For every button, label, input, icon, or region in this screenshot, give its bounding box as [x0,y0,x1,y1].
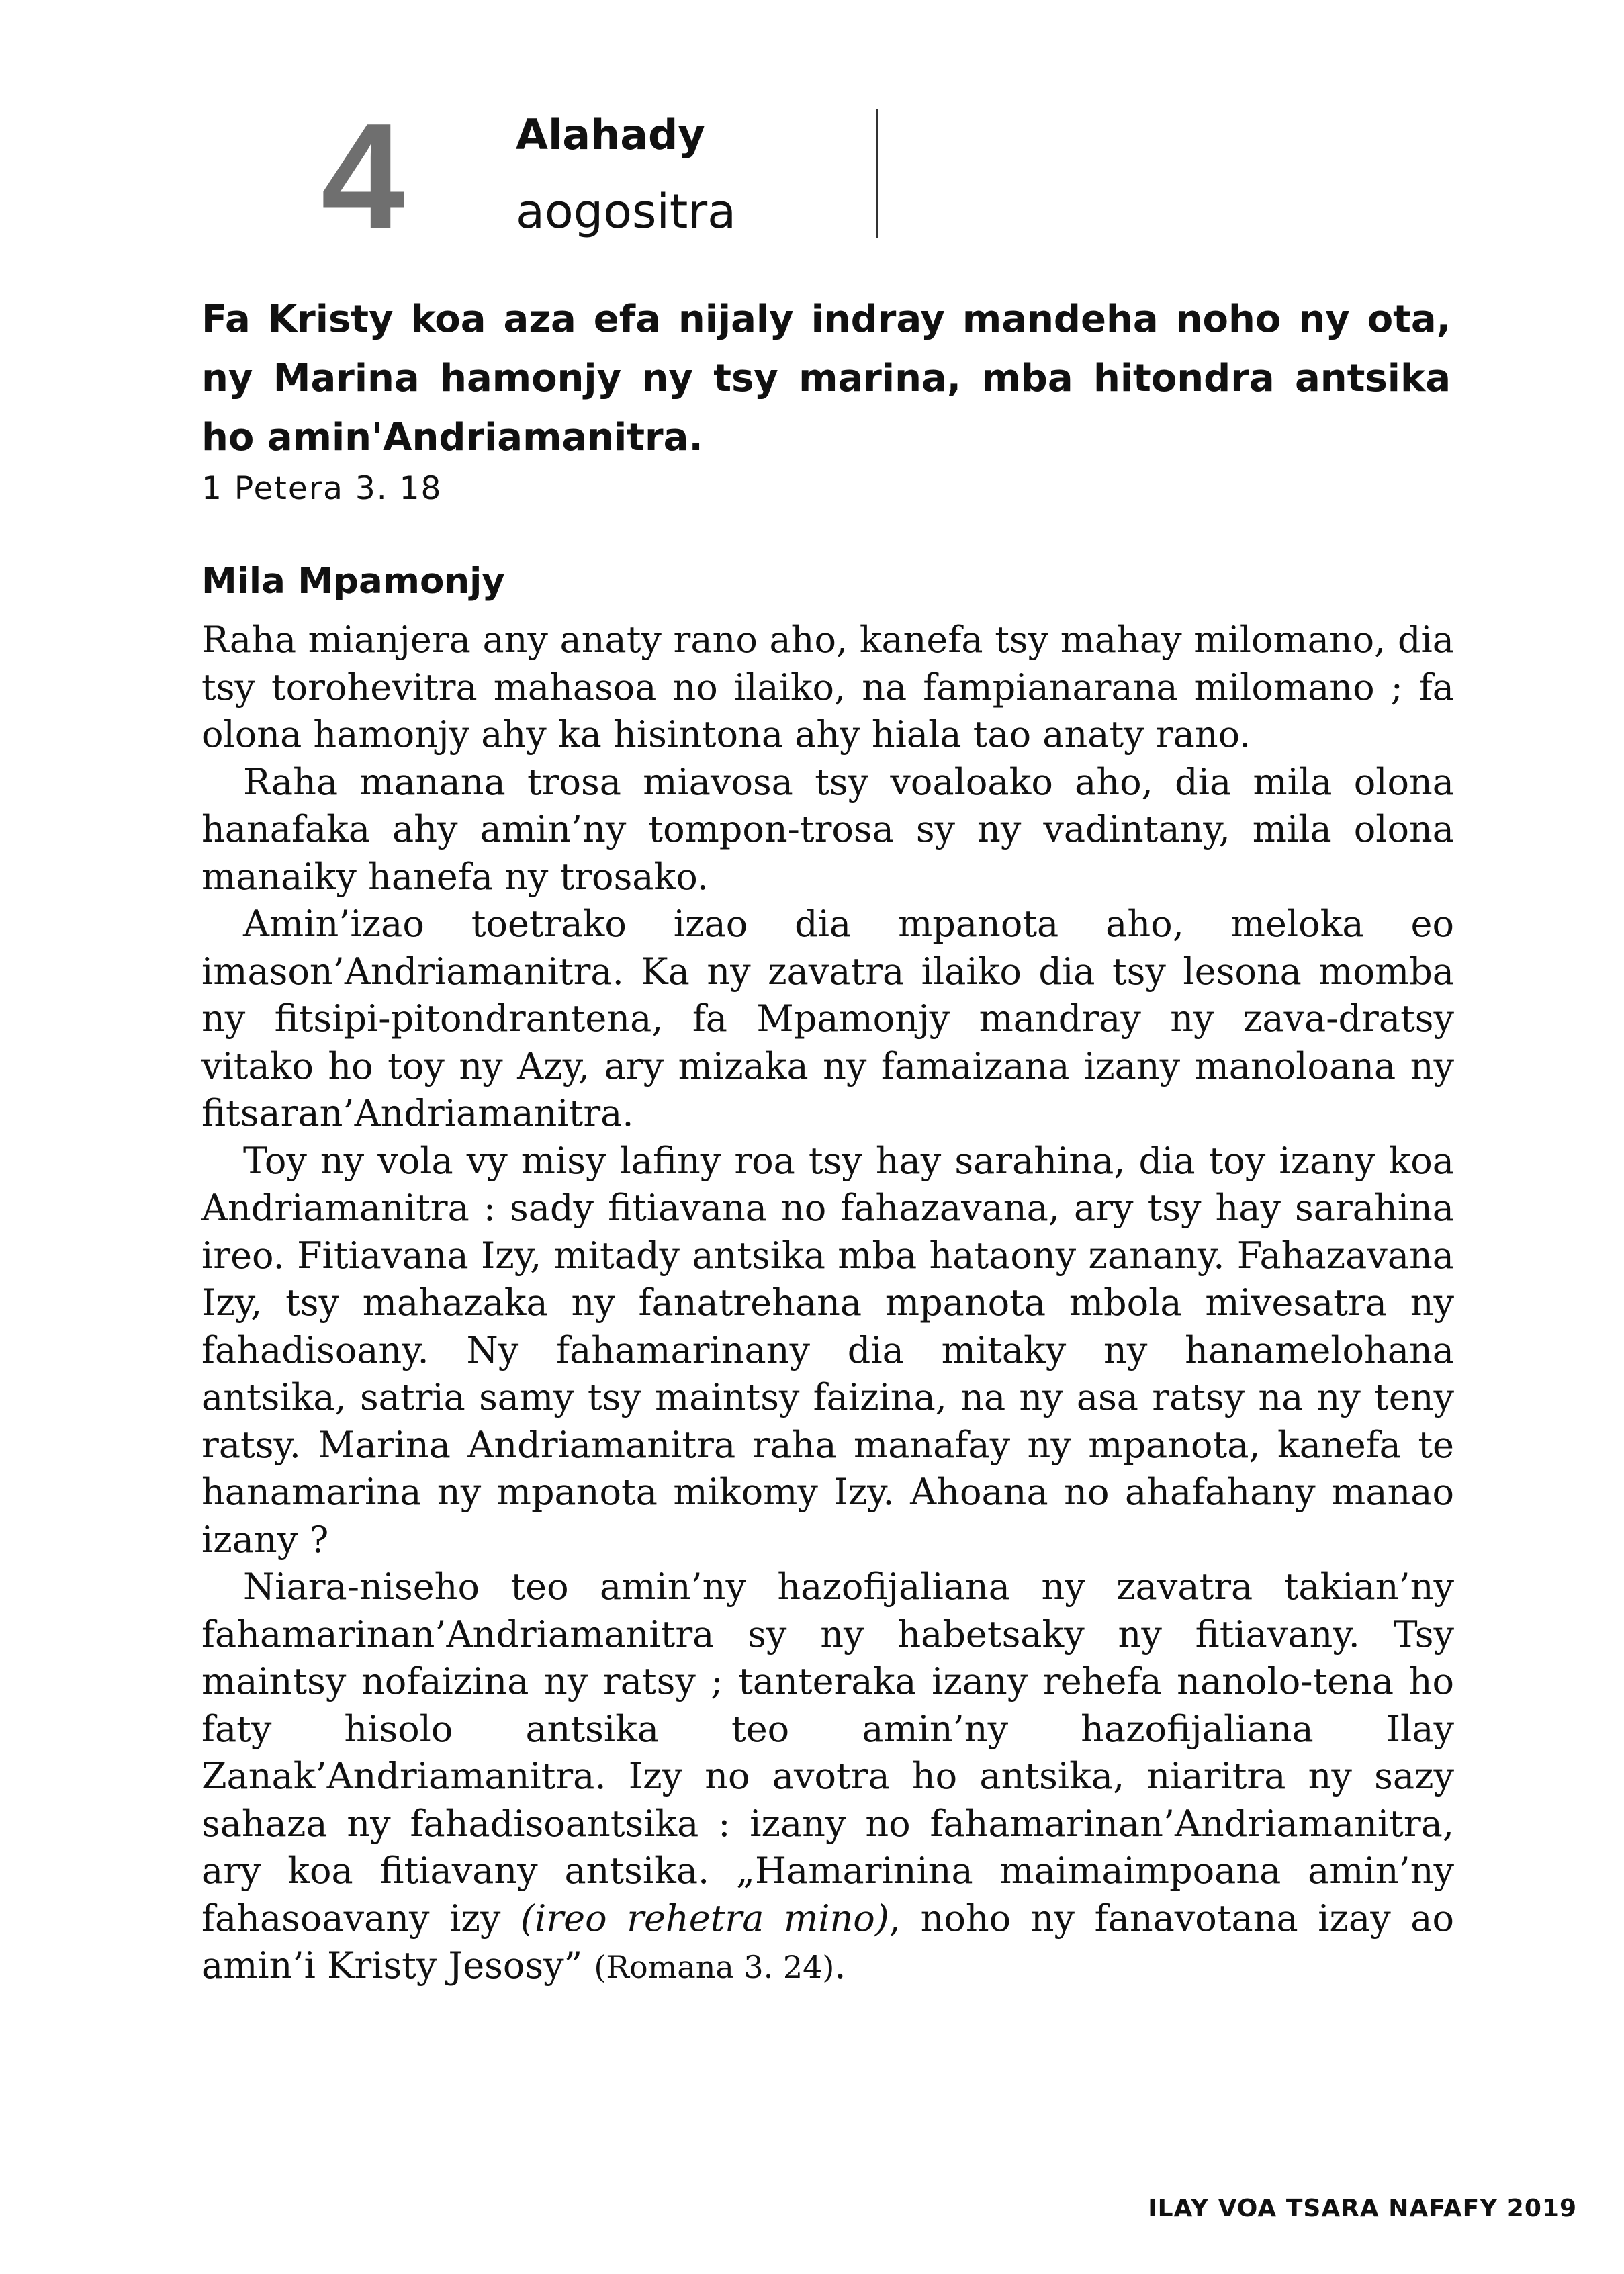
paragraph-2: Raha manana trosa miavosa tsy voaloako aho, dia mila olona hanafaka ahy amin’ny tompon-trosa sy ny vadintany, mila olona manaiky hanefa ny trosako. [201,760,1454,898]
paragraph-5-end: . [834,1944,846,1987]
weekday: Alahady [516,110,705,159]
paragraph-5 [201,1563,1454,1991]
verse-reference: 1 Petera 3. 18 [201,470,443,507]
daily-verse: Fa Kristy koa aza efa nijaly indray mandeha noho ny ota, ny Marina hamonjy ny tsy marina, mba hitondra antsika ho amin'Andriamanitra. [201,298,1451,459]
paragraph-1: Raha mianjera any anaty rano aho, kanefa tsy mahay milomano, dia tsy torohevitra mahasoa no ilaiko, na fampianarana milomano ; fa olona hamonjy ahy ka hisintona ahy hiala tao anaty rano. [201,619,1454,756]
article-body [201,617,1454,1991]
paragraph-4: Toy ny vola vy misy lafiny roa tsy hay sarahina, dia toy izany koa Andriamanitra : sady fitiavana no fahazavana, ary tsy hay sarahina ireo. Fitiavana Izy, mitady antsika mba hataony zanany. Fahazavana Izy, tsy mahazaka ny fanatrehana mpanota mbola mivesatra ny fahadisoany. Ny fahamarinany dia mitaky ny hanamelohana antsika, satria samy tsy maintsy faizina, na ny asa ratsy na ny teny ratsy. Marina Andriamanitra raha manafay ny mpanota, kanefa te hanamarina ny mpanota mikomy Izy. Ahoana no ahafahany manao izany ? [201,1139,1454,1561]
paragraph-3: Amin’izao toetrako izao dia mpanota aho, meloka eo imason’Andriamanitra. Ka ny zavatra ilaiko dia tsy lesona momba ny fitsipi-pitondrantena, fa Mpamonjy mandray ny zava-dratsy vitako ho toy ny Azy, ary mizaka ny famaizana izany manoloana ny fitsaran’Andriamanitra. [201,903,1454,1134]
paragraph-5-text: Niara-niseho teo amin’ny hazofijaliana ny zavatra takian’ny fahamarinan’Andriamanitra sy ny habetsaky ny fitiavany. Tsy maintsy nofaizina ny ratsy ; tanteraka izany rehefa nanolo-tena ho faty hisolo antsika teo amin’ny hazofijaliana Ilay Zanak’Andriamanitra. Izy no avotra ho antsika, niaritra ny sazy sahaza ny fahadisoantsika : izany no fahamarinan’Andriamanitra, ary koa fitiavany antsika. „Hamarinina maimaimpoana amin’ny fahasoavany izy [201,1565,1454,1940]
day-number: 4 [321,91,406,261]
paragraph-5-continuation: , noho ny fanavotana izay ao amin’i Kristy Jesosy” [201,1897,1454,1987]
paragraph-5-italic: (ireo rehetra mino) [520,1897,889,1940]
article-title: Mila Mpamonjy [201,561,505,602]
page-footer: ILAY VOA TSARA NAFAFY 2019 [1148,2195,1577,2222]
date-header [321,91,899,261]
header-divider [876,109,878,238]
month: aogositra [516,184,737,239]
scripture-reference: (Romana 3. 24) [594,1949,835,1985]
